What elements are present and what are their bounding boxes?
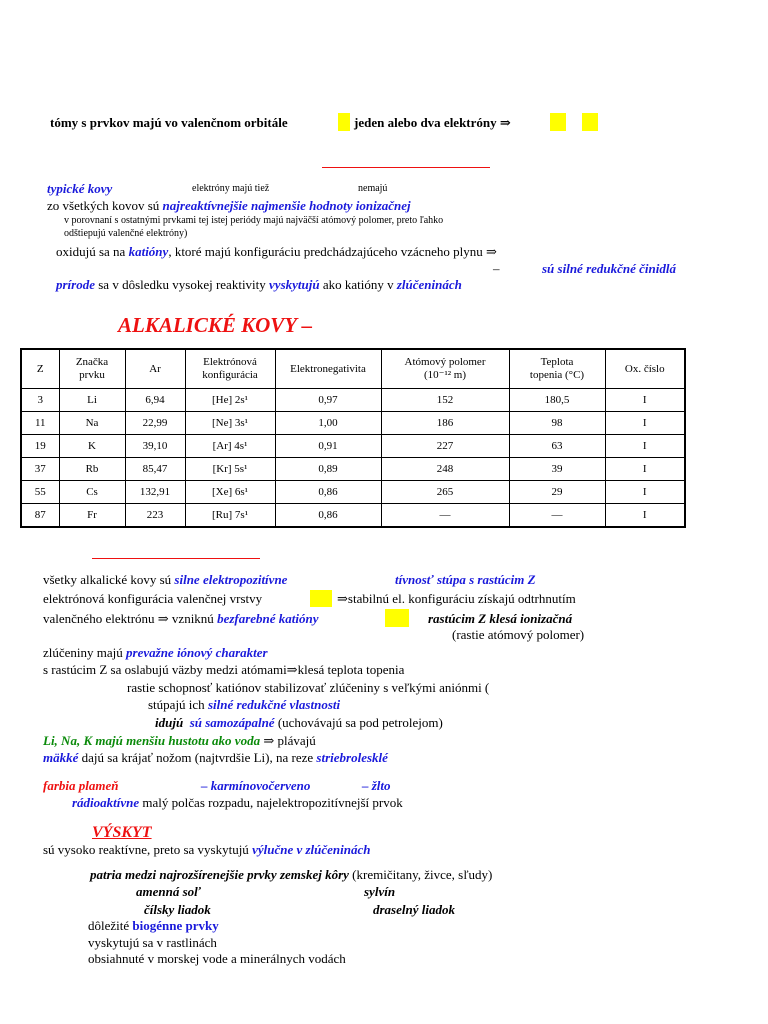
table-row — [21, 389, 685, 412]
red-underline — [92, 558, 260, 559]
cell-symbol: Fr — [59, 504, 125, 528]
cell-radius: — — [381, 504, 509, 528]
cell-radius: 265 — [381, 481, 509, 504]
intro-line-1 — [50, 115, 288, 131]
cell-ox: I — [605, 435, 685, 458]
cell-en: 0,97 — [275, 389, 381, 412]
highlight-box — [550, 113, 566, 131]
cell-config: [Xe] 6s¹ — [185, 481, 275, 504]
vyskyt-line-2: patria medzi najrozšírenejšie prvky zemskej kôry (kremičitany, živce, sľudy) — [90, 867, 493, 882]
intro-line-1-middle: jeden alebo dva elektróny ⇒ — [354, 115, 511, 130]
mineral-draselny-liadok: draselný liadok — [373, 902, 455, 917]
radioactive-line: rádioaktívne malý polčas rozpadu, najelektropozitívnejší prvok — [72, 795, 403, 810]
cell-config: [Ru] 7s¹ — [185, 504, 275, 528]
cell-radius: 248 — [381, 458, 509, 481]
cell-melting: 63 — [509, 435, 605, 458]
cell-z: 19 — [21, 435, 59, 458]
highlight-box — [582, 113, 598, 131]
section-title-vyskyt: VÝSKYT — [92, 824, 152, 841]
cell-en: 0,86 — [275, 504, 381, 528]
cell-symbol: Li — [59, 389, 125, 412]
header-teplota: Teplota topenia (°C) — [509, 349, 605, 389]
table-header-row — [21, 349, 685, 389]
cell-ox: I — [605, 412, 685, 435]
cell-ox: I — [605, 504, 685, 528]
props-line-4: (rastie atómový polomer) — [452, 627, 585, 642]
cell-melting: — — [509, 504, 605, 528]
oxidation-line: oxidujú sa na katióny, ktoré majú konfiguráciu predchádzajúceho vzácneho plynu ⇒ — [56, 244, 497, 259]
cell-config: [He] 2s¹ — [185, 389, 275, 412]
red-underline — [322, 167, 490, 168]
table-row — [21, 435, 685, 458]
header-konfiguracia: Elektrónová konfigurácia — [185, 349, 275, 389]
typicke-kovy: typické kovy — [47, 181, 113, 196]
table-row — [21, 481, 685, 504]
props-line-8: stúpajú ich silné redukčné vlastnosti — [148, 697, 341, 712]
vyskyt-line-1: sú vysoko reaktívne, preto sa vyskytujú výlučne v zlúčeninách — [43, 842, 371, 857]
cell-z: 55 — [21, 481, 59, 504]
props-line-5: zlúčeniny majú prevažne iónový charakter — [43, 645, 268, 660]
small-note-2: odštiepujú valenčné elektróny) — [64, 228, 188, 239]
small-note-1: v porovnaní s ostatnými prvkami tej istej periódy majú najväčší atómový polomer, preto ľahko — [64, 215, 444, 226]
header-elektronegativita: Elektronegativita — [275, 349, 381, 389]
header-polomer: Atómový polomer (10⁻¹² m) — [381, 349, 509, 389]
elektrony-maju-tiez: elektróny majú tiež — [192, 183, 270, 194]
props-line-3-right: rastúcim Z klesá ionizačná — [428, 611, 573, 626]
table-row — [21, 412, 685, 435]
cell-symbol: K — [59, 435, 125, 458]
mineral-cilsky-liadok: čílsky liadok — [144, 902, 211, 917]
cell-melting: 180,5 — [509, 389, 605, 412]
cell-ox: I — [605, 458, 685, 481]
nature-line: prírode sa v dôsledku vysokej reaktivity vyskytujú ako katióny v zlúčeninách — [56, 277, 462, 292]
seawater-line: obsiahnuté v morskej vode a minerálnych vodách — [88, 951, 346, 966]
cell-z: 11 — [21, 412, 59, 435]
cell-radius: 227 — [381, 435, 509, 458]
cell-en: 1,00 — [275, 412, 381, 435]
nemaju: nemajú — [358, 183, 388, 194]
props-line-6: s rastúcim Z sa oslabujú väzby medzi atómami⇒klesá teplota topenia — [43, 662, 405, 677]
cell-ar: 223 — [125, 504, 185, 528]
mineral-sylvin: sylvín — [364, 884, 396, 899]
cell-ar: 85,47 — [125, 458, 185, 481]
flame-carmine: – karmínovočerveno — [201, 778, 311, 793]
props-line-11: mäkké dajú sa krájať nožom (najtvrdšie Li), na reze striebrolesklé — [43, 750, 388, 765]
props-line-2-post: ⇒stabilnú el. konfiguráciu získajú odtrhnutím — [337, 591, 576, 606]
header-ox-cislo: Ox. číslo — [605, 349, 685, 389]
flame-color: farbia plameň — [43, 778, 119, 793]
props-line-1: všetky alkalické kovy sú silne elektropozitívne — [43, 572, 288, 587]
header-ar: Ar — [125, 349, 185, 389]
cell-symbol: Cs — [59, 481, 125, 504]
cell-en: 0,86 — [275, 481, 381, 504]
props-line-7: rastie schopnosť katiónov stabilizovať zlúčeniny s veľkými aniónmi ( — [127, 680, 490, 695]
highlight-box — [338, 113, 350, 131]
props-line-9: idujú sú samozápalné (uchovávajú sa pod petrolejom) — [155, 715, 443, 730]
header-z: Z — [21, 349, 59, 389]
highlight-box — [310, 590, 332, 607]
cell-radius: 152 — [381, 389, 509, 412]
flame-yellow: – žlto — [362, 778, 391, 793]
cell-z: 3 — [21, 389, 59, 412]
cell-symbol: Na — [59, 412, 125, 435]
props-line-10: Li, Na, K majú menšiu hustotu ako voda ⇒ plávajú — [43, 733, 316, 748]
cell-z: 37 — [21, 458, 59, 481]
alkali-metals-table — [20, 348, 686, 528]
props-line-1-right: tívnosť stúpa s rastúcim Z — [395, 572, 536, 587]
cell-melting: 39 — [509, 458, 605, 481]
dash: – — [493, 261, 500, 276]
cell-ox: I — [605, 389, 685, 412]
cell-en: 0,89 — [275, 458, 381, 481]
cell-en: 0,91 — [275, 435, 381, 458]
cell-ox: I — [605, 481, 685, 504]
props-line-2: elektrónová konfigurácia valenčnej vrstvy — [43, 591, 263, 606]
cell-z: 87 — [21, 504, 59, 528]
cell-config: [Ar] 4s¹ — [185, 435, 275, 458]
plants-line: vyskytujú sa v rastlinách — [88, 935, 217, 950]
page-title: ALKALICKÉ KOVY – — [118, 313, 313, 337]
cell-symbol: Rb — [59, 458, 125, 481]
reactivity-line: zo všetkých kovov sú najreaktívnejšie najmenšie hodnoty ionizačnej — [47, 198, 411, 213]
mineral-amenna-sol: amenná soľ — [136, 884, 201, 899]
cell-ar: 22,99 — [125, 412, 185, 435]
cell-ar: 39,10 — [125, 435, 185, 458]
cell-config: [Kr] 5s¹ — [185, 458, 275, 481]
reducing-agents: sú silné redukčné činidlá — [542, 261, 676, 276]
intro-line-1-text: tómy s prvkov majú vo valenčnom orbitále — [50, 115, 288, 130]
cell-ar: 6,94 — [125, 389, 185, 412]
table-row — [21, 504, 685, 528]
cell-melting: 29 — [509, 481, 605, 504]
cell-config: [Ne] 3s¹ — [185, 412, 275, 435]
table-row — [21, 458, 685, 481]
cell-melting: 98 — [509, 412, 605, 435]
header-znacka: Značka prvku — [59, 349, 125, 389]
biogenic-line: dôležité biogénne prvky — [88, 918, 219, 933]
cell-ar: 132,91 — [125, 481, 185, 504]
cell-radius: 186 — [381, 412, 509, 435]
highlight-box — [385, 609, 409, 627]
props-line-3: valenčného elektrónu ⇒ vzniknú bezfarebné katióny — [43, 611, 319, 626]
